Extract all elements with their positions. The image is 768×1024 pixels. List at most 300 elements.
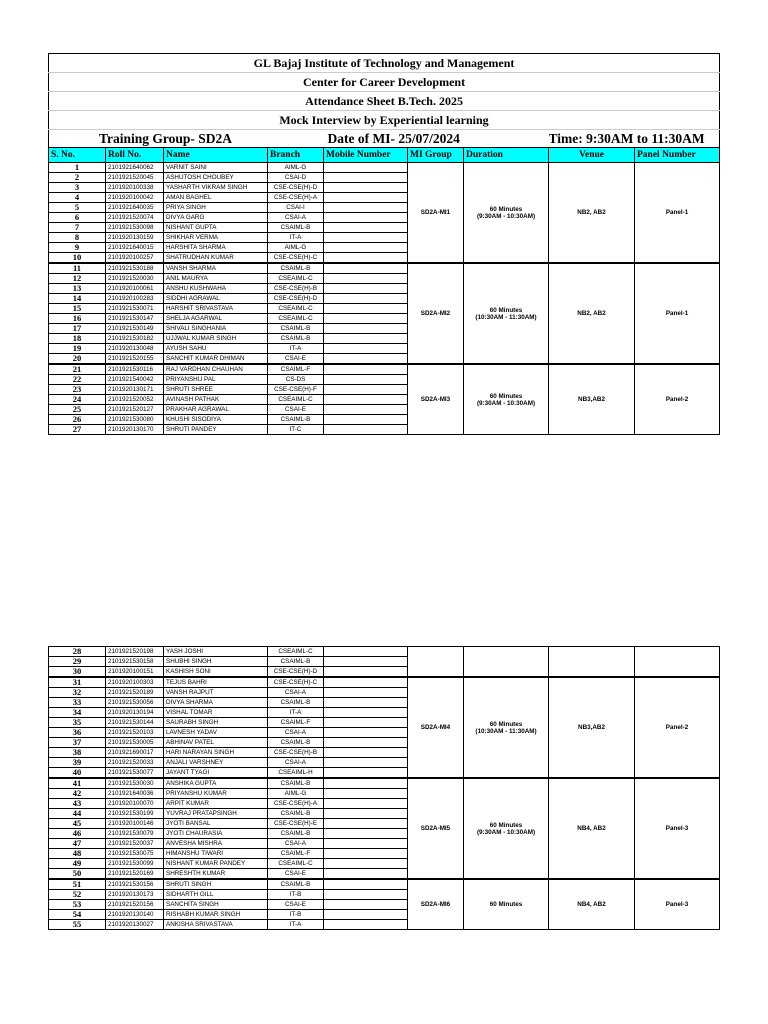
branch: IT-B <box>268 910 324 920</box>
branch: CSEAIML-H <box>268 768 324 779</box>
serial-number: 2 <box>49 173 106 183</box>
student-name: ABHINAV PATEL <box>164 738 268 748</box>
student-name: NISHANT KUMAR PANDEY <box>164 859 268 869</box>
roll-number: 2101920130173 <box>106 890 164 900</box>
serial-number: 51 <box>49 879 106 890</box>
serial-number: 54 <box>49 910 106 920</box>
mi-group: SD2A-MI4 <box>408 677 464 778</box>
serial-number: 44 <box>49 809 106 819</box>
student-name: NISHANT GUPTA <box>164 223 268 233</box>
serial-number: 52 <box>49 890 106 900</box>
col-name: Name <box>164 148 268 163</box>
mobile-number-cell[interactable] <box>324 294 408 304</box>
branch: CSAIML-B <box>268 829 324 839</box>
roll-number: 2101921640036 <box>106 789 164 799</box>
student-name: VANSH SHARMA <box>164 263 268 274</box>
roll-number: 2101921520155 <box>106 354 164 365</box>
serial-number: 28 <box>49 647 106 657</box>
roll-number: 2101920130048 <box>106 344 164 354</box>
branch: CSEAIML-C <box>268 859 324 869</box>
branch: CSAIML-F <box>268 364 324 375</box>
student-name: JYOTI CHAURASIA <box>164 829 268 839</box>
mobile-number-cell[interactable] <box>324 334 408 344</box>
mobile-number-cell[interactable] <box>324 778 408 789</box>
serial-number: 27 <box>49 425 106 435</box>
table-row <box>49 677 720 688</box>
mobile-number-cell[interactable] <box>324 163 408 173</box>
branch: CSAI-E <box>268 405 324 415</box>
student-name: SANCHIT KUMAR DHIMAN <box>164 354 268 365</box>
mobile-number-cell[interactable] <box>324 799 408 809</box>
mobile-number-cell[interactable] <box>324 688 408 698</box>
branch: CSE-CSE(H)-A <box>268 799 324 809</box>
serial-number: 47 <box>49 839 106 849</box>
branch: CSAIML-B <box>268 698 324 708</box>
roll-number: 2101921530098 <box>106 223 164 233</box>
sheet-subtitle: Mock Interview by Experiential learning <box>49 111 720 130</box>
serial-number: 7 <box>49 223 106 233</box>
mobile-number-cell[interactable] <box>324 728 408 738</box>
mobile-number-cell[interactable] <box>324 789 408 799</box>
serial-number: 46 <box>49 829 106 839</box>
student-name: SHIVALI SINGHANIA <box>164 324 268 334</box>
panel-number: Panel-1 <box>635 263 720 364</box>
roll-number: 2101920100283 <box>106 294 164 304</box>
mi-group: SD2A-MI6 <box>408 879 464 930</box>
student-name: SHRUTI PANDEY <box>164 425 268 435</box>
serial-number: 53 <box>49 900 106 910</box>
student-name: TEJUS BAHRI <box>164 677 268 688</box>
branch: CSAIML-B <box>268 809 324 819</box>
mobile-number-cell[interactable] <box>324 385 408 395</box>
student-name: AVINASH PATHAK <box>164 395 268 405</box>
col-panel: Panel Number <box>635 148 720 163</box>
student-name: HARI NARAYAN SINGH <box>164 748 268 758</box>
serial-number: 38 <box>49 748 106 758</box>
student-name: SHRUTI SINGH <box>164 879 268 890</box>
mobile-number-cell[interactable] <box>324 667 408 678</box>
duration-slot: (10:30AM - 11:30AM) <box>475 727 537 735</box>
roll-number: 2101921530182 <box>106 334 164 344</box>
duration-slot: (9:30AM - 10:30AM) <box>476 212 536 220</box>
mobile-number-cell[interactable] <box>324 657 408 667</box>
branch: AIML-G <box>268 163 324 173</box>
branch: CSAIML-B <box>268 415 324 425</box>
serial-number: 8 <box>49 233 106 243</box>
center-name: Center for Career Development <box>49 73 720 92</box>
serial-number: 45 <box>49 819 106 829</box>
branch: CSAIML-B <box>268 657 324 667</box>
branch: CSE-CSE(H)-E <box>268 819 324 829</box>
roll-number: 2101920100042 <box>106 193 164 203</box>
panel-number: Panel-3 <box>635 778 720 879</box>
roll-number: 2101921530144 <box>106 718 164 728</box>
branch: CSAIML-B <box>268 334 324 344</box>
student-name: SHRESHTH KUMAR <box>164 869 268 880</box>
branch: CSAI-A <box>268 728 324 738</box>
student-name: RISHABH KUMAR SINGH <box>164 910 268 920</box>
venue: NB2, AB2 <box>549 263 635 364</box>
roll-number: 2101921520037 <box>106 839 164 849</box>
mobile-number-cell[interactable] <box>324 263 408 274</box>
mobile-number-cell[interactable] <box>324 395 408 405</box>
roll-number: 2101921520169 <box>106 869 164 880</box>
roll-number: 2101921530156 <box>106 879 164 890</box>
col-venue: Venue <box>549 148 635 163</box>
student-name: SHELJA AGARWAL <box>164 314 268 324</box>
mobile-number-cell[interactable] <box>324 375 408 385</box>
branch: CSE-CSE(H)-D <box>268 667 324 678</box>
attendance-sheet-page-2 <box>48 646 720 930</box>
student-name: PRIYANSHU KUMAR <box>164 789 268 799</box>
mobile-number-cell[interactable] <box>324 405 408 415</box>
student-name: SAURABH SINGH <box>164 718 268 728</box>
roll-number: 2101921530071 <box>106 304 164 314</box>
duration-length: 60 Minutes <box>489 720 523 728</box>
serial-number: 41 <box>49 778 106 789</box>
student-name: SHATRUDHAN KUMAR <box>164 253 268 264</box>
serial-number: 32 <box>49 688 106 698</box>
roll-number: 2101920130027 <box>106 920 164 930</box>
serial-number: 48 <box>49 849 106 859</box>
roll-number: 2101921530147 <box>106 314 164 324</box>
branch: CSAI-A <box>268 839 324 849</box>
student-name: AYUSH SAHU <box>164 344 268 354</box>
branch: IT-A <box>268 708 324 718</box>
branch: CSEAIML-C <box>268 647 324 657</box>
mobile-number-cell[interactable] <box>324 354 408 365</box>
mobile-number-cell[interactable] <box>324 677 408 688</box>
serial-number: 18 <box>49 334 106 344</box>
branch: CSAI-D <box>268 173 324 183</box>
serial-number: 12 <box>49 274 106 284</box>
mobile-number-cell[interactable] <box>324 839 408 849</box>
serial-number: 55 <box>49 920 106 930</box>
student-name: SHRUTI SHREE <box>164 385 268 395</box>
roll-number: 2101920100338 <box>106 183 164 193</box>
panel-number: Panel-2 <box>635 364 720 435</box>
mobile-number-cell[interactable] <box>324 768 408 779</box>
serial-number: 15 <box>49 304 106 314</box>
serial-number: 49 <box>49 859 106 869</box>
roll-number: 2101920130140 <box>106 910 164 920</box>
roll-number: 2101921530158 <box>106 657 164 667</box>
mi-group: SD2A-MI1 <box>408 163 464 264</box>
col-roll: Roll No. <box>106 148 164 163</box>
mobile-number-cell[interactable] <box>324 203 408 213</box>
branch: AIML-G <box>268 789 324 799</box>
serial-number: 6 <box>49 213 106 223</box>
branch: CSE-CSE(H)-A <box>268 193 324 203</box>
branch: CSE-CSE(H)-B <box>268 284 324 294</box>
student-name: RAJ VARDHAN CHAUHAN <box>164 364 268 375</box>
mobile-number-cell[interactable] <box>324 708 408 718</box>
col-branch: Branch <box>268 148 324 163</box>
sheet-title: Attendance Sheet B.Tech. 2025 <box>49 92 720 111</box>
branch: IT-A <box>268 344 324 354</box>
group-cell-continued <box>464 647 549 678</box>
student-name: HARSHITA SHARMA <box>164 243 268 253</box>
mi-date: Date of MI- 25/07/2024 <box>324 130 549 148</box>
roll-number: 2101921530077 <box>106 768 164 779</box>
student-name: JYOTI BANSAL <box>164 819 268 829</box>
roll-number: 2101921520103 <box>106 728 164 738</box>
group-cell-continued <box>549 647 635 678</box>
mi-group: SD2A-MI2 <box>408 263 464 364</box>
roll-number: 2101921530116 <box>106 364 164 375</box>
roll-number: 2101920100146 <box>106 819 164 829</box>
duration-slot: (10:30AM - 11:30AM) <box>475 313 537 321</box>
mobile-number-cell[interactable] <box>324 849 408 859</box>
mobile-number-cell[interactable] <box>324 193 408 203</box>
student-name: ANIL MAURYA <box>164 274 268 284</box>
mobile-number-cell[interactable] <box>324 819 408 829</box>
serial-number: 19 <box>49 344 106 354</box>
table-row <box>49 364 720 375</box>
col-group: MI Group <box>408 148 464 163</box>
student-name: HIMANSHU TIWARI <box>164 849 268 859</box>
branch: CSAIML-B <box>268 738 324 748</box>
roll-number: 2101921520127 <box>106 405 164 415</box>
roll-number: 2101920100303 <box>106 677 164 688</box>
serial-number: 3 <box>49 183 106 193</box>
serial-number: 35 <box>49 718 106 728</box>
serial-number: 13 <box>49 284 106 294</box>
branch: CSE-CSE(H)-F <box>268 385 324 395</box>
panel-number: Panel-3 <box>635 879 720 930</box>
duration-slot: (9:30AM - 10:30AM) <box>476 828 536 836</box>
branch: CSAIML-F <box>268 718 324 728</box>
mobile-number-cell[interactable] <box>324 183 408 193</box>
branch: CSEAIML-C <box>268 395 324 405</box>
branch: CSE-CSE(H)-D <box>268 294 324 304</box>
serial-number: 37 <box>49 738 106 748</box>
mi-group: SD2A-MI3 <box>408 364 464 435</box>
col-duration: Duration <box>464 148 549 163</box>
mobile-number-cell[interactable] <box>324 698 408 708</box>
roll-number: 2101921540042 <box>106 375 164 385</box>
mobile-number-cell[interactable] <box>324 910 408 920</box>
table-row <box>49 879 720 890</box>
serial-number: 22 <box>49 375 106 385</box>
table-row <box>49 778 720 789</box>
roll-number: 2101921520074 <box>106 213 164 223</box>
duration-length: 60 Minutes <box>489 392 523 400</box>
student-name: KASHISH SONI <box>164 667 268 678</box>
branch: CSAI-I <box>268 203 324 213</box>
roll-number: 2101921530056 <box>106 698 164 708</box>
mobile-number-cell[interactable] <box>324 304 408 314</box>
mobile-number-cell[interactable] <box>324 344 408 354</box>
student-name: YUVRAJ PRATAPSINGH <box>164 809 268 819</box>
roll-number: 2101920130171 <box>106 385 164 395</box>
roll-number: 2101921520198 <box>106 647 164 657</box>
roll-number: 2101920130194 <box>106 708 164 718</box>
mobile-number-cell[interactable] <box>324 748 408 758</box>
training-group: Training Group- SD2A <box>49 130 324 148</box>
branch: IT-C <box>268 425 324 435</box>
branch: CSEAIML-C <box>268 304 324 314</box>
duration-length: 60 Minutes <box>489 901 523 908</box>
roll-number: 2101921530075 <box>106 849 164 859</box>
serial-number: 14 <box>49 294 106 304</box>
serial-number: 5 <box>49 203 106 213</box>
branch: CSAIML-B <box>268 263 324 274</box>
roll-number: 2101921530149 <box>106 324 164 334</box>
serial-number: 40 <box>49 768 106 779</box>
mobile-number-cell[interactable] <box>324 425 408 435</box>
student-name: PRIYANSHU PAL <box>164 375 268 385</box>
roll-number: 2101921530188 <box>106 263 164 274</box>
duration <box>464 263 549 364</box>
duration-length: 60 Minutes <box>489 306 523 314</box>
table-row <box>49 263 720 274</box>
mobile-number-cell[interactable] <box>324 253 408 264</box>
mobile-number-cell[interactable] <box>324 173 408 183</box>
student-name: ANSHIKA GUPTA <box>164 778 268 789</box>
col-sno: S. No. <box>49 148 106 163</box>
duration-length: 60 Minutes <box>489 205 523 213</box>
branch: CSAI-E <box>268 354 324 365</box>
student-name: LAVNESH YADAV <box>164 728 268 738</box>
serial-number: 24 <box>49 395 106 405</box>
roll-number: 2101920100151 <box>106 667 164 678</box>
serial-number: 4 <box>49 193 106 203</box>
serial-number: 20 <box>49 354 106 365</box>
roll-number: 2101921520030 <box>106 274 164 284</box>
serial-number: 21 <box>49 364 106 375</box>
table-row <box>49 647 720 657</box>
student-name: VISHAL TOMAR <box>164 708 268 718</box>
mobile-number-cell[interactable] <box>324 274 408 284</box>
branch: CSAI-A <box>268 213 324 223</box>
serial-number: 30 <box>49 667 106 678</box>
mobile-number-cell[interactable] <box>324 879 408 890</box>
roll-number: 2101921530079 <box>106 829 164 839</box>
branch: CSE-CSE(H)-D <box>268 183 324 193</box>
mobile-number-cell[interactable] <box>324 284 408 294</box>
student-name: ANVESHA MISHRA <box>164 839 268 849</box>
student-name: UJJWAL KUMAR SINGH <box>164 334 268 344</box>
mobile-number-cell[interactable] <box>324 718 408 728</box>
student-name: AMAN BAGHEL <box>164 193 268 203</box>
serial-number: 16 <box>49 314 106 324</box>
mobile-number-cell[interactable] <box>324 243 408 253</box>
mobile-number-cell[interactable] <box>324 829 408 839</box>
venue: NB3,AB2 <box>549 677 635 778</box>
roll-number: 2101921640015 <box>106 243 164 253</box>
roll-number: 2101921520052 <box>106 395 164 405</box>
branch: CSE-CSE(H)-B <box>268 748 324 758</box>
mobile-number-cell[interactable] <box>324 758 408 768</box>
branch: CSE-CSE(H)-C <box>268 253 324 264</box>
student-name: SIDHARTH GILL <box>164 890 268 900</box>
branch: CSAI-A <box>268 688 324 698</box>
student-name: KHUSHI SISODIYA <box>164 415 268 425</box>
branch: CSAIML-B <box>268 324 324 334</box>
student-name: ANKISHA SRIVASTAVA <box>164 920 268 930</box>
institute-name: GL Bajaj Institute of Technology and Management <box>49 54 720 73</box>
mobile-number-cell[interactable] <box>324 233 408 243</box>
student-name: YASHARTH VIKRAM SINGH <box>164 183 268 193</box>
column-header-row <box>49 148 720 163</box>
serial-number: 42 <box>49 789 106 799</box>
mobile-number-cell[interactable] <box>324 415 408 425</box>
venue: NB2, AB2 <box>549 163 635 264</box>
duration <box>464 677 549 778</box>
student-name: YASH JOSHI <box>164 647 268 657</box>
roll-number: 2101921690017 <box>106 748 164 758</box>
branch: CSAIML-B <box>268 879 324 890</box>
branch: CSAI-E <box>268 900 324 910</box>
mobile-number-cell[interactable] <box>324 859 408 869</box>
mobile-number-cell[interactable] <box>324 213 408 223</box>
duration <box>464 879 549 930</box>
student-name: ASHUTOSH CHOUBEY <box>164 173 268 183</box>
serial-number: 17 <box>49 324 106 334</box>
venue: NB4, AB2 <box>549 778 635 879</box>
mobile-number-cell[interactable] <box>324 809 408 819</box>
mobile-number-cell[interactable] <box>324 738 408 748</box>
roll-number: 2101921530005 <box>106 738 164 748</box>
branch: CSAI-E <box>268 869 324 880</box>
serial-number: 50 <box>49 869 106 880</box>
student-name: PRIYA SINGH <box>164 203 268 213</box>
mobile-number-cell[interactable] <box>324 314 408 324</box>
roll-number: 2101921520033 <box>106 758 164 768</box>
branch: CSAIML-F <box>268 849 324 859</box>
venue: NB3,AB2 <box>549 364 635 435</box>
roll-number: 2101920100070 <box>106 799 164 809</box>
student-name: DIVYA SHARMA <box>164 698 268 708</box>
branch: CSAIML-B <box>268 778 324 789</box>
duration-slot: (9:30AM - 10:30AM) <box>476 399 536 407</box>
student-name: PRAKHAR AGRAWAL <box>164 405 268 415</box>
mobile-number-cell[interactable] <box>324 364 408 375</box>
roll-number: 2101921640035 <box>106 203 164 213</box>
mobile-number-cell[interactable] <box>324 223 408 233</box>
duration <box>464 778 549 879</box>
serial-number: 23 <box>49 385 106 395</box>
mobile-number-cell[interactable] <box>324 324 408 334</box>
serial-number: 29 <box>49 657 106 667</box>
student-name: SHUBHI SINGH <box>164 657 268 667</box>
attendance-sheet-page-1 <box>48 53 720 435</box>
roll-number: 2101920100061 <box>106 284 164 294</box>
mobile-number-cell[interactable] <box>324 890 408 900</box>
panel-number: Panel-2 <box>635 677 720 778</box>
student-name: SANCHITA SINGH <box>164 900 268 910</box>
mobile-number-cell[interactable] <box>324 900 408 910</box>
roll-number: 2101920100257 <box>106 253 164 264</box>
branch: CSEAIML-C <box>268 274 324 284</box>
branch: CS-DS <box>268 375 324 385</box>
mobile-number-cell[interactable] <box>324 647 408 657</box>
student-name: ANSHU KUSHWAHA <box>164 284 268 294</box>
serial-number: 31 <box>49 677 106 688</box>
serial-number: 36 <box>49 728 106 738</box>
panel-number: Panel-1 <box>635 163 720 264</box>
mobile-number-cell[interactable] <box>324 920 408 930</box>
serial-number: 9 <box>49 243 106 253</box>
mobile-number-cell[interactable] <box>324 869 408 880</box>
roll-number: 2101921520189 <box>106 688 164 698</box>
student-name: SHIKHAR VERMA <box>164 233 268 243</box>
serial-number: 39 <box>49 758 106 768</box>
student-name: JAYANT TYAGI <box>164 768 268 779</box>
group-cell-continued <box>408 647 464 678</box>
serial-number: 11 <box>49 263 106 274</box>
